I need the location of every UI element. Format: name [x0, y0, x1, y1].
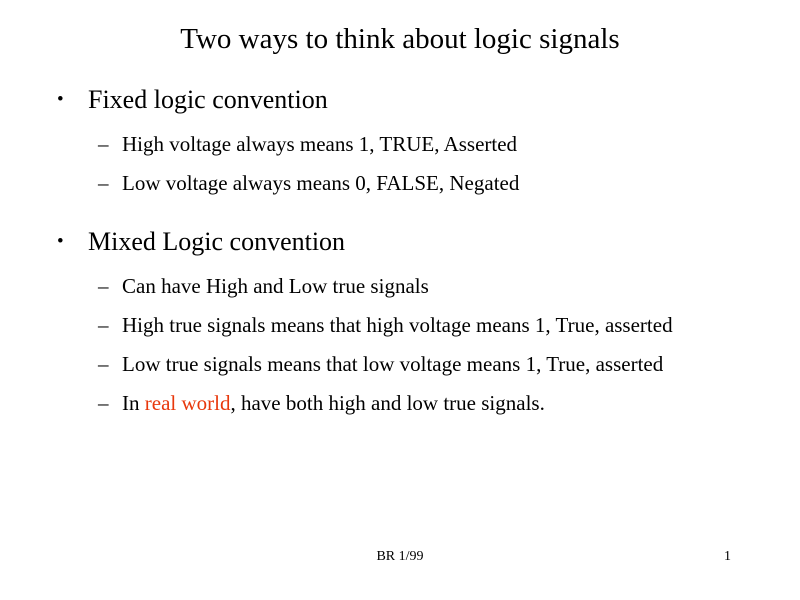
bullet-item: [57, 83, 763, 116]
sub-bullet-text: Low voltage always means 0, FALSE, Negated: [122, 170, 520, 195]
slide-title: Two ways to think about logic signals: [180, 23, 620, 55]
sub-bullet-text: Can have High and Low true signals: [122, 273, 429, 298]
sub-bullet-text-suffix: , have both high and low true signals.: [230, 390, 545, 415]
dash-marker: –: [98, 390, 109, 415]
sub-bullet-text: [122, 388, 545, 419]
sub-bullet-item: [98, 310, 763, 341]
sub-bullet-text: High voltage always means 1, TRUE, Asserted: [122, 131, 518, 156]
sub-bullet-item: [98, 349, 763, 380]
bullet-list: [57, 83, 763, 419]
sub-bullet-item: [98, 168, 763, 199]
dash-marker: –: [98, 273, 109, 298]
dash-marker: –: [98, 351, 109, 376]
highlighted-phrase: real world: [144, 390, 231, 415]
sub-bullet-text: High true signals means that high voltage means 1, True, asserted: [122, 312, 673, 337]
bullet-text: Fixed logic convention: [88, 84, 328, 114]
footer-credit: BR 1/99: [376, 549, 424, 564]
page-number: 1: [724, 549, 731, 564]
sub-bullet-item: [98, 388, 763, 419]
bullet-item: [57, 225, 763, 258]
sub-bullet-text: Low true signals means that low voltage means 1, True, asserted: [122, 351, 664, 376]
bullet-dot-marker: •: [57, 230, 64, 252]
bullet-dot-marker: •: [57, 88, 64, 110]
dash-marker: –: [98, 312, 109, 337]
dash-marker: –: [98, 131, 109, 156]
sub-bullet-text-prefix: In: [122, 390, 145, 415]
dash-marker: –: [98, 170, 109, 195]
sub-bullet-item: [98, 129, 763, 160]
bullet-text: Mixed Logic convention: [88, 226, 346, 256]
sub-bullet-item: [98, 271, 763, 302]
